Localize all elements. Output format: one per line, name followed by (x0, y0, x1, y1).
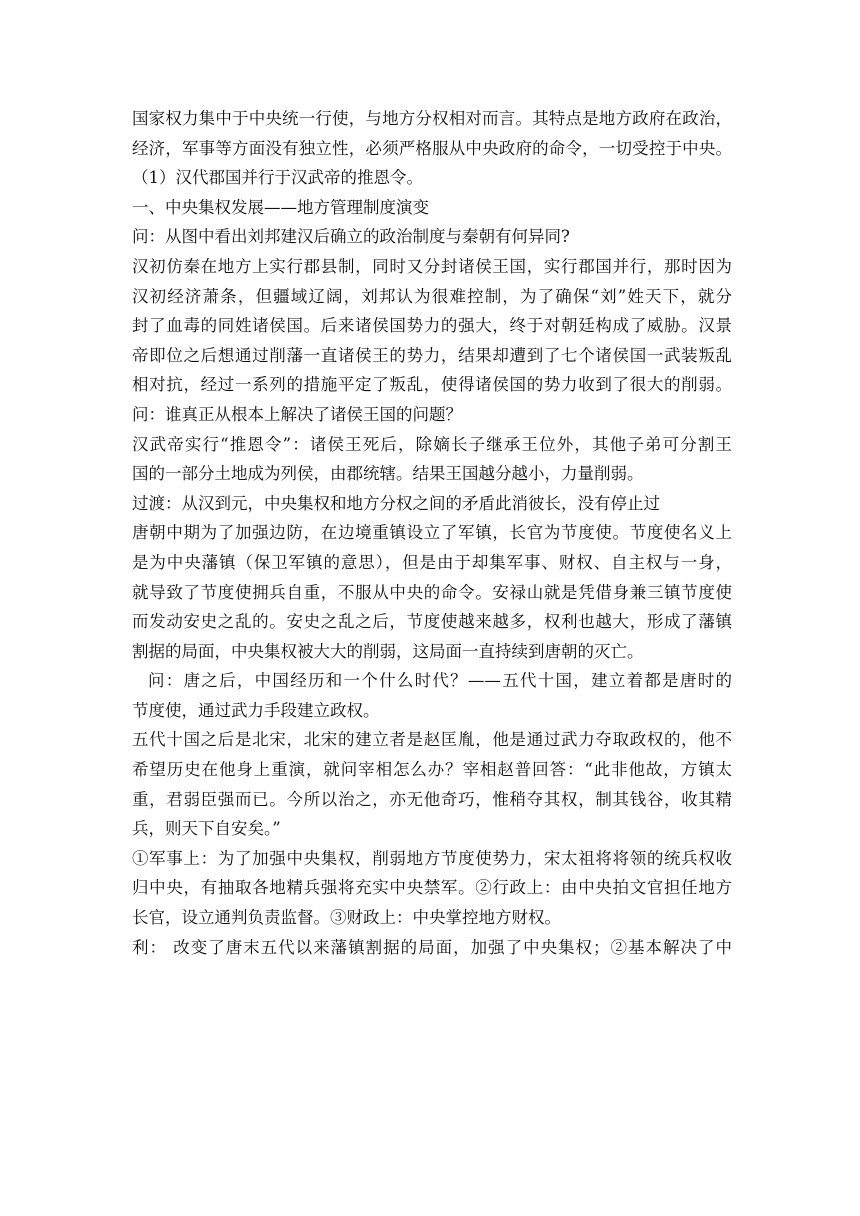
paragraph-line: 兵，则天下自安矣。” (132, 819, 281, 839)
question-line: 问：谁真正从根本上解决了诸侯王国的问题？ (132, 404, 462, 424)
paragraph-line: 重，君弱臣强而已。今所以治之，亦无他奇巧，惟稍夺其权，制其钱谷，收其精 (132, 789, 732, 809)
paragraph-line: 节度使，通过武力手段建立政权。 (132, 700, 380, 720)
paragraph-line: ①军事上：为了加强中央集权，削弱地方节度使势力，宋太祖将将领的统兵权收 (132, 848, 732, 868)
paragraph-line: 割据的局面，中央集权被大大的削弱，这局面一直持续到唐朝的灭亡。 (132, 641, 644, 661)
paragraph-line: 相对抗，经过一系列的措施平定了叛乱，使得诸侯国的势力收到了很大的削弱。 (132, 375, 732, 395)
paragraph-line: 唐朝中期为了加强边防，在边境重镇设立了军镇，长官为节度使。节度使名义上 (132, 523, 732, 543)
paragraph-line: 五代十国之后是北宋，北宋的建立者是赵匡胤，他是通过武力夺取政权的，他不 (132, 730, 732, 750)
question-line: 问：从图中看出刘邦建汉后确立的政治制度与秦朝有何异同? (132, 227, 570, 247)
paragraph-line: 经济，军事等方面没有独立性，必须严格服从中央政府的命令，一切受控于中央。 (132, 138, 732, 158)
paragraph-line: 汉初经济萧条，但疆域辽阔，刘邦认为很难控制，为了确保“刘”姓天下，就分 (132, 286, 732, 306)
paragraph-line: 而发动安史之乱的。安史之乱之后，节度使越来越多，权利也越大，形成了藩镇 (132, 612, 732, 632)
paragraph-line: 是为中央藩镇（保卫军镇的意思），但是由于却集军事、财权、自主权与一身， (132, 552, 732, 572)
paragraph-line: 国的一部分土地成为列侯，由郡统辖。结果王国越分越小，力量削弱。 (132, 464, 644, 484)
paragraph-line: 国家权力集中于中央统一行使，与地方分权相对而言。其特点是地方政府在政治， (132, 109, 732, 128)
paragraph-line: 利： 改变了唐末五代以来藩镇割据的局面，加强了中央集权；②基本解决了中 (132, 937, 732, 957)
paragraph-line: 归中央，有抽取各地精兵强将充实中央禁军。②行政上：由中央拍文官担任地方 (132, 878, 732, 898)
question-line: 问：唐之后，中国经历和一个什么时代？——五代十国，建立着都是唐时的 (148, 671, 732, 691)
paragraph-line: 封了血毒的同姓诸侯国。后来诸侯国势力的强大，终于对朝廷构成了威胁。汉景 (132, 316, 732, 336)
section-subheading: （1）汉代郡国并行于汉武帝的推恩令。 (132, 168, 423, 188)
paragraph-line: 汉武帝实行“推恩令”：诸侯王死后，除嫡长子继承王位外，其他子弟可分割王 (132, 434, 732, 454)
document-body (132, 104, 732, 962)
paragraph-line: 希望历史在他身上重演，就问宰相怎么办？宰相赵普回答：“此非他故，方镇太 (132, 760, 732, 780)
section-heading: 一、中央集权发展——地方管理制度演变 (132, 197, 429, 217)
paragraph-line: 长官，设立通判负责监督。③财政上：中央掌控地方财权。 (132, 908, 561, 928)
transition-line: 过渡：从汉到元，中央集权和地方分权之间的矛盾此消彼长，没有停止过 (132, 493, 660, 513)
paragraph-line: 就导致了节度使拥兵自重，不服从中央的命令。安禄山就是凭借身兼三镇节度使 (132, 582, 732, 602)
paragraph-line: 汉初仿秦在地方上实行郡县制，同时又分封诸侯王国，实行郡国并行，那时因为 (132, 256, 732, 276)
paragraph-line: 帝即位之后想通过削藩一直诸侯王的势力，结果却遭到了七个诸侯国一武装叛乱 (132, 345, 732, 365)
